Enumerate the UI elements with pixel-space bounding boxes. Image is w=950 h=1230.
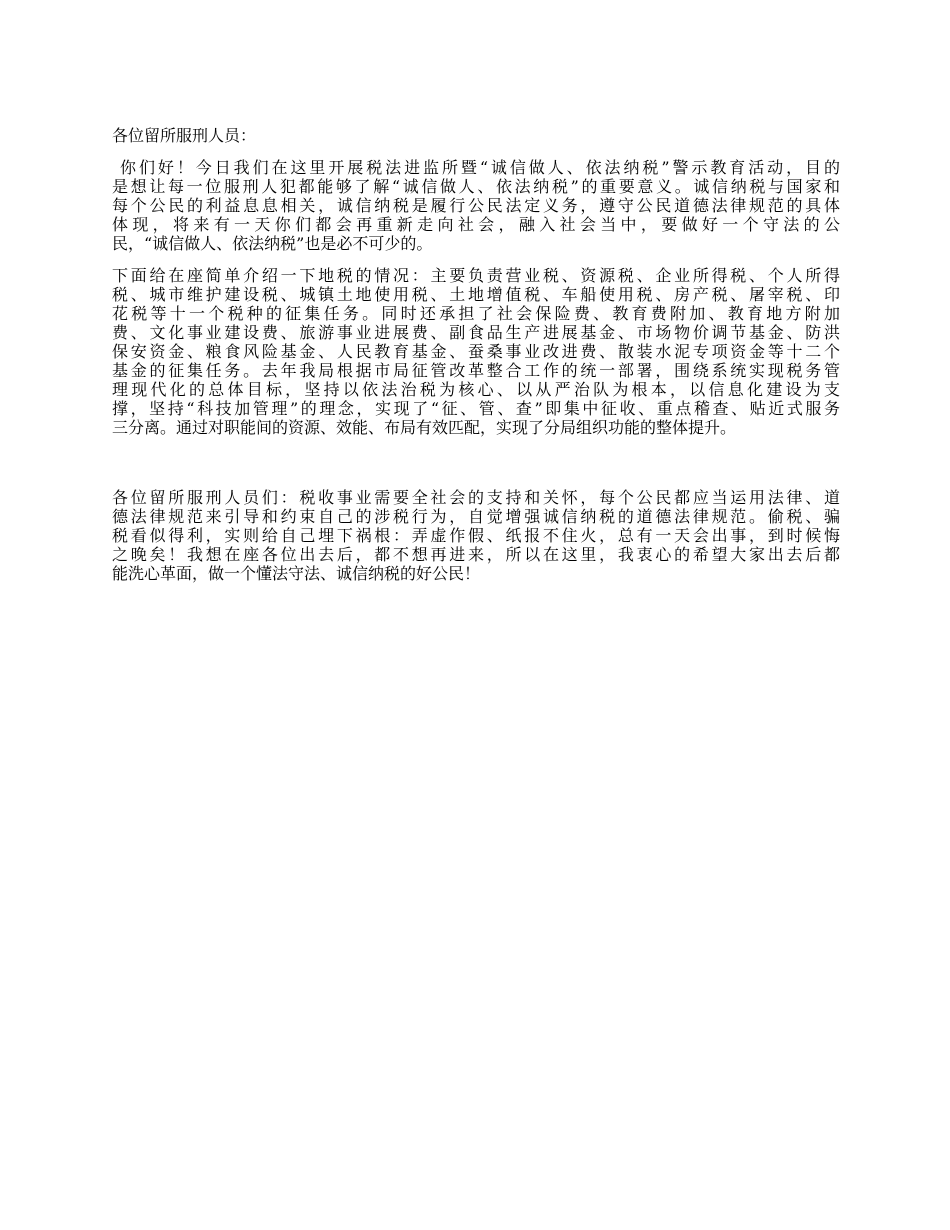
paragraph-3-line: 德法律规范来引导和约束自己的涉税行为，自觉增强诚信纳税的道德法律规范。偷税、骗 (112, 507, 840, 526)
paragraph-2-line: 理现代化的总体目标，坚持以依法治税为核心、以从严治队为根本，以信息化建设为支 (112, 380, 840, 399)
paragraph-1 (112, 158, 840, 253)
paragraph-2-line: 三分离。通过对职能间的资源、效能、布局有效匹配，实现了分局组织功能的整体提升。 (112, 418, 737, 437)
paragraph-1-line: 是想让每一位服刑人犯都能够了解“诚信做人、依法纳税”的重要意义。诚信纳税与国家和 (112, 177, 840, 196)
paragraph-3-line: 税看似得利，实则给自己埋下祸根：弄虚作假、纸报不住火，总有一天会出事，到时候悔 (112, 526, 840, 545)
paragraph-1-line: 每个公民的利益息息相关，诚信纳税是履行公民法定义务，遵守公民道德法律规范的具体 (112, 196, 840, 215)
paragraph-2-line: 下面给在座简单介绍一下地税的情况：主要负责营业税、资源税、企业所得税、个人所得 (112, 266, 840, 285)
paragraph-2-line: 费、文化事业建设费、旅游事业进展费、副食品生产进展基金、市场物价调节基金、防洪 (112, 323, 840, 342)
paragraph-2-line: 税、城市维护建设税、城镇土地使用税、土地增值税、车船使用税、房产税、屠宰税、印 (112, 285, 840, 304)
paragraph-3 (112, 488, 840, 583)
document-body (112, 126, 840, 583)
paragraph-1-line: 你们好！今日我们在这里开展税法进监所暨“诚信做人、依法纳税”警示教育活动，目的 (120, 158, 840, 177)
greeting: 各位留所服刑人员： (112, 126, 257, 145)
paragraph-2-line: 撑，坚持“科技加管理”的理念，实现了“征、管、查”即集中征收、重点稽查、贴近式服务 (112, 399, 840, 418)
paragraph-2 (112, 266, 840, 437)
paragraph-2-line: 保安资金、粮食风险基金、人民教育基金、蚕桑事业改进费、散装水泥专项资金等十二个 (112, 342, 840, 361)
paragraph-3-line: 能洗心革面，做一个懂法守法、诚信纳税的好公民！ (112, 564, 481, 583)
paragraph-3-line: 各位留所服刑人员们：税收事业需要全社会的支持和关怀，每个公民都应当运用法律、道 (112, 488, 840, 507)
paragraph-2-line: 基金的征集任务。去年我局根据市局征管改革整合工作的统一部署，围绕系统实现税务管 (112, 361, 840, 380)
paragraph-1-line: 体现，将来有一天你们都会再重新走向社会，融入社会当中，要做好一个守法的公 (112, 215, 840, 234)
paragraph-1-line: 民，“诚信做人、依法纳税”也是必不可少的。 (112, 234, 433, 253)
paragraph-3-line: 之晚矣！我想在座各位出去后，都不想再进来，所以在这里，我衷心的希望大家出去后都 (112, 545, 840, 564)
paragraph-2-line: 花税等十一个税种的征集任务。同时还承担了社会保险费、教育费附加、教育地方附加 (112, 304, 840, 323)
